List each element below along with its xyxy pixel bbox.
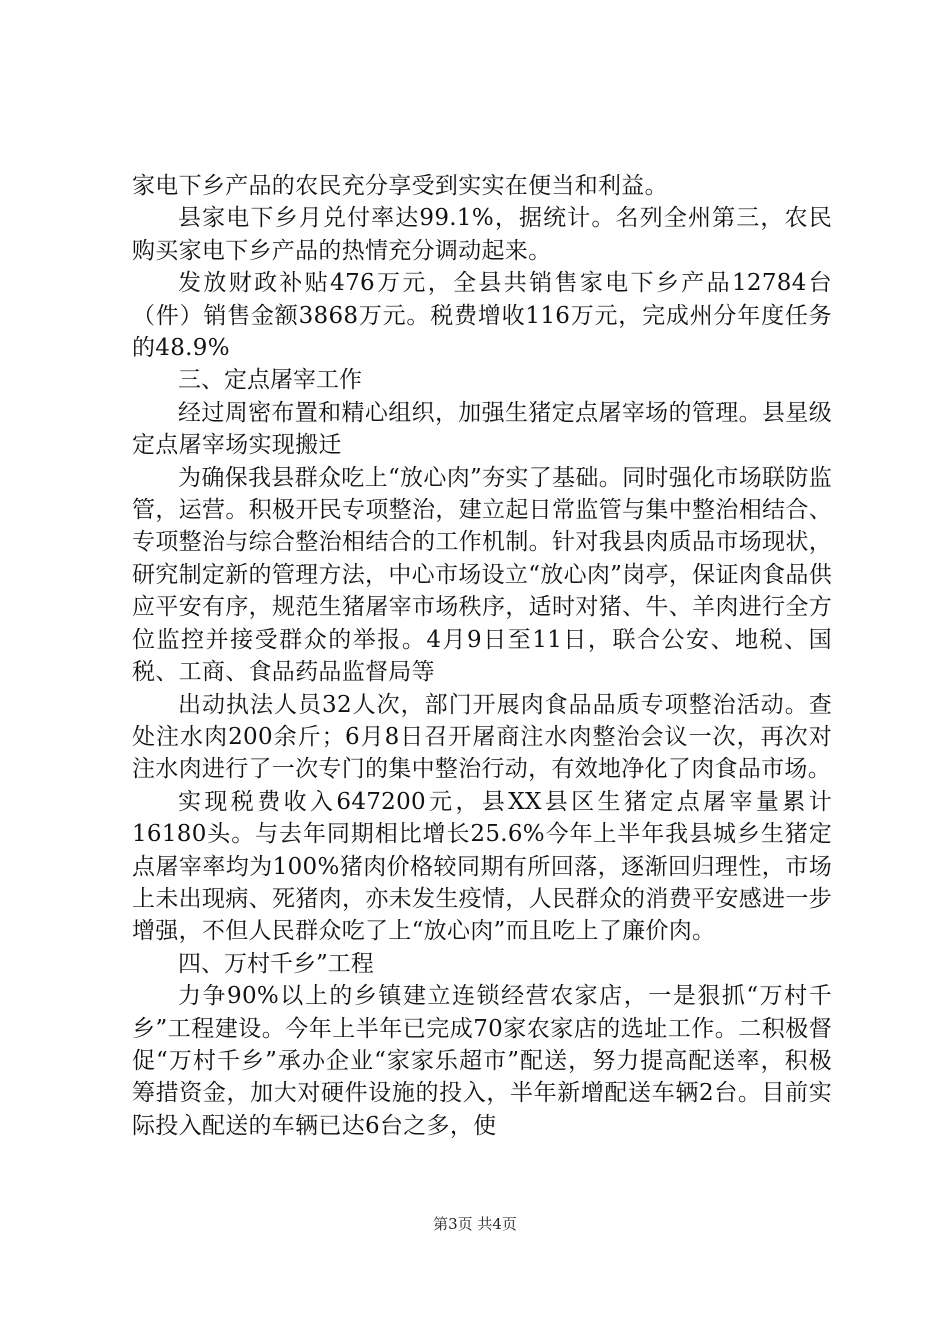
paragraph-7: 出动执法人员32人次，部门开展肉食品品质专项整治活动。查处注水肉200余斤；6月8日召开屠商注水肉整治会议一次，再次对注水肉进行了一次专门的集中整治行动，有效地净化了肉食品市场。	[132, 691, 832, 783]
paragraph-5: 经过周密布置和精心组织，加强生猪定点屠宰场的管理。县星级定点屠宰场实现搬迁	[132, 399, 832, 459]
paragraph-1: 家电下乡产品的农民充分享受到实实在便当和利益。	[132, 173, 668, 199]
paragraph-10: 力争90%以上的乡镇建立连锁经营农家店，一是狠抓“万村千乡”工程建设。今年上半年已完成70家农家店的选址工作。二积极督促“万村千乡”承办企业“家家乐超市”配送，努力提高配送率，积极筹措资金，加大对硬件设施的投入，半年新增配送车辆2台。目前实际投入配送的车辆已达6台之多，使	[132, 983, 832, 1139]
paragraph-8: 实现税费收入647200元，县XX县区生猪定点屠宰量累计16180头。与去年同期相比增长25.6%今年上半年我县城乡生猪定点屠宰率均为100%猪肉价格较同期有所回落，逐渐回归理性，市场上未出现病、死猪肉，亦未发生疫情，人民群众的消费平安感进一步增强，不但人民群众吃了上“放心肉”而且吃上了廉价肉。	[132, 788, 832, 945]
paragraph-3: 发放财政补贴476万元，全县共销售家电下乡产品12784台（件）销售金额3868万元。税费增收116万元，完成州分年度任务的48.9%	[132, 270, 832, 362]
section-heading-4: 四、万村千乡”工程	[178, 950, 374, 977]
paragraph-6: 为确保我县群众吃上“放心肉”夯实了基础。同时强化市场联防监管，运营。积极开民专项整治，建立起日常监管与集中整治相结合、专项整治与综合整治相结合的工作机制。针对我县肉质品市场现状，研究制定新的管理方法，中心市场设立“放心肉”岗亭，保证肉食品供应平安有序，规范生猪屠宰市场秩序，适时对猪、牛、羊肉进行全方位监控并接受群众的举报。4月9日至11日，联合公安、地税、国税、工商、食品药品监督局等	[132, 464, 832, 686]
section-heading-3: 三、定点屠宰工作	[178, 367, 362, 394]
page-number-footer: 第3页 共4页	[433, 1215, 517, 1233]
paragraph-2: 县家电下乡月兑付率达99.1%，据统计。名列全州第三，农民购买家电下乡产品的热情充分调动起来。	[132, 205, 832, 264]
document-body	[132, 170, 832, 1142]
